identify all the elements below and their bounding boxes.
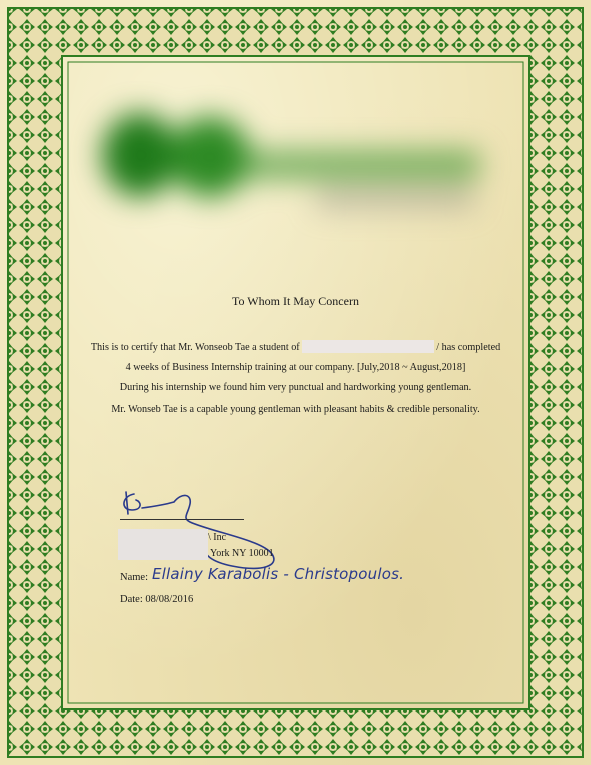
company-address-fragment: York NY 10001	[210, 548, 274, 559]
date-line: Date: 08/08/2016	[120, 594, 194, 605]
blurred-company-logo	[100, 95, 500, 230]
letter-greeting: To Whom It May Concern	[232, 294, 359, 308]
handwritten-name: Ellainy Karabolis - Christopoulos.	[152, 565, 405, 583]
letter-line-4: Mr. Wonseb Tae is a capable young gentleman with pleasant habits & credible personality.	[111, 404, 480, 415]
redacted-school-name	[302, 340, 434, 353]
letter-line-3: During his internship we found him very punctual and hardworking young gentleman.	[119, 382, 472, 393]
letter-line-1-start: This is to certify that Mr. Wonseob Tae a student of	[90, 342, 300, 353]
letter-line-2: 4 weeks of Business Internship training at our company. [July,2018 ~ August,2018]	[125, 362, 466, 373]
letter-line-1-end: / has completed	[436, 342, 501, 353]
signature-line	[120, 519, 244, 520]
name-label: Name:	[120, 572, 148, 583]
redacted-company-details	[118, 529, 208, 560]
letter-line-1	[60, 340, 531, 353]
company-name-fragment: \ Inc	[208, 532, 227, 543]
